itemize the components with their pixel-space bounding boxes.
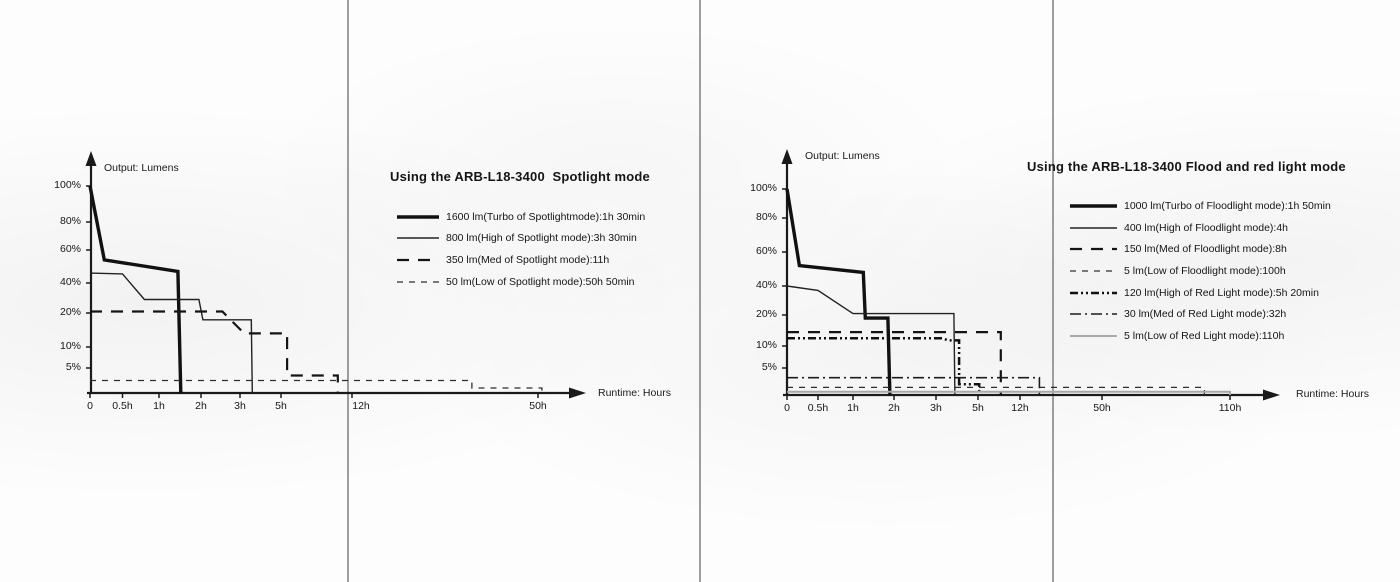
y-tick-label: 60% [59, 243, 81, 255]
x-tick-label: 1h [847, 402, 859, 414]
series-line [90, 381, 542, 394]
legend-label: 1000 lm(Turbo of Floodlight mode):1h 50min [1124, 199, 1331, 212]
flood-red-y-axis-label: Output: Lumens [805, 150, 880, 162]
x-axis-arrow-icon [569, 388, 586, 399]
y-tick-label: 80% [755, 211, 777, 223]
legend-label: 400 lm(High of Floodlight mode):4h [1124, 221, 1289, 234]
x-tick-label: 5h [972, 402, 984, 414]
series-line [787, 286, 955, 395]
legend-label: 120 lm(High of Red Light mode):5h 20min [1124, 286, 1319, 299]
x-tick-label: 2h [888, 402, 900, 414]
y-axis-arrow-icon [782, 149, 793, 164]
y-tick-label: 5% [761, 361, 777, 373]
legend-label: 50 lm(Low of Spotlight mode):50h 50min [446, 275, 635, 288]
y-tick-label: 20% [59, 306, 81, 318]
y-tick-label: 100% [750, 182, 777, 194]
legend-label: 800 lm(High of Spotlight mode):3h 30min [446, 232, 637, 245]
x-tick-label: 110h [1218, 402, 1242, 414]
x-tick-label: 0 [784, 402, 790, 414]
series-line [787, 332, 1001, 395]
series-line [787, 189, 890, 395]
x-tick-label: 50h [1093, 402, 1111, 414]
y-tick-label: 20% [755, 308, 777, 320]
legend-label: 30 lm(Med of Red Light mode):32h [1124, 308, 1287, 321]
y-tick-label: 10% [59, 340, 81, 352]
flood-red-x-axis-label: Runtime: Hours [1296, 388, 1369, 400]
x-tick-label: 50h [529, 400, 547, 412]
legend-label: 350 lm(Med of Spotlight mode):11h [446, 253, 610, 266]
spotlight-y-axis-label: Output: Lumens [104, 162, 179, 174]
x-axis-arrow-icon [1263, 390, 1280, 401]
y-tick-label: 5% [65, 361, 81, 373]
y-tick-label: 40% [59, 276, 81, 288]
legend-label: 1600 lm(Turbo of Spotlightmode):1h 30min [446, 210, 646, 223]
legend-label: 5 lm(Low of Floodlight mode):100h [1124, 264, 1286, 277]
y-tick-label: 10% [755, 339, 777, 351]
x-tick-label: 1h [153, 400, 165, 412]
y-tick-label: 60% [755, 245, 777, 257]
x-tick-label: 3h [234, 400, 246, 412]
spotlight-x-axis-label: Runtime: Hours [598, 387, 671, 399]
y-axis-arrow-icon [86, 151, 97, 166]
x-tick-label: 0.5h [112, 400, 133, 412]
series-line [90, 273, 252, 393]
y-tick-label: 80% [59, 215, 81, 227]
spotlight-chart-title: Using the ARB-L18-3400 Spotlight mode [390, 169, 650, 184]
legend-label: 5 lm(Low of Red Light mode):110h [1124, 329, 1285, 342]
y-tick-label: 100% [54, 179, 81, 191]
y-tick-label: 40% [755, 279, 777, 291]
x-tick-label: 3h [930, 402, 942, 414]
x-tick-label: 0 [87, 400, 93, 412]
x-tick-label: 12h [1011, 402, 1029, 414]
x-tick-label: 2h [195, 400, 207, 412]
series-line [787, 338, 979, 395]
flood-red-chart-title: Using the ARB-L18-3400 Flood and red light mode [1027, 159, 1346, 174]
legend-label: 150 lm(Med of Floodlight mode):8h [1124, 243, 1287, 256]
x-tick-label: 5h [275, 400, 287, 412]
x-tick-label: 12h [352, 400, 370, 412]
x-tick-label: 0.5h [807, 402, 829, 414]
